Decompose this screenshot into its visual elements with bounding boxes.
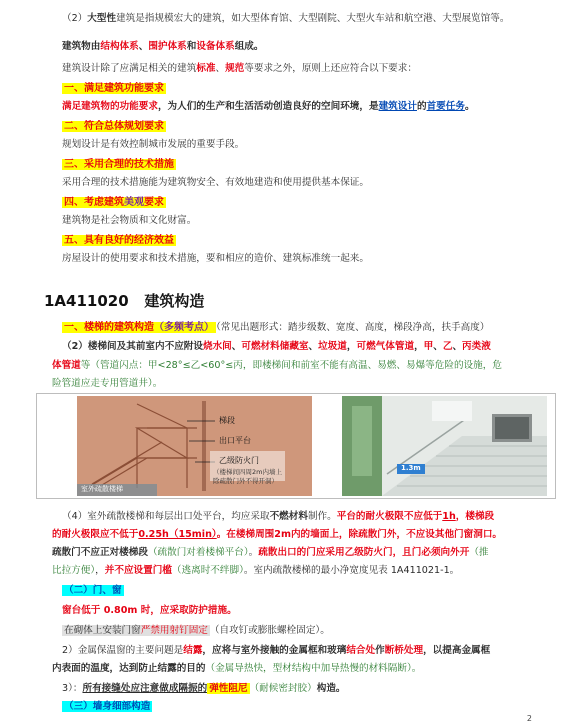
text: 并不应设置门槛 <box>104 565 172 576</box>
text: 0.25h（15min） <box>138 529 217 540</box>
stair-figure <box>36 393 556 499</box>
text: 1h <box>442 511 456 522</box>
para4-line-2 <box>52 528 536 542</box>
requirement-text-5 <box>62 252 536 266</box>
text: 、 <box>215 63 226 74</box>
text: 。室内疏散楼梯的最小净宽度见表 1A411021-1。 <box>243 565 460 576</box>
text: 美观 <box>124 197 144 208</box>
text: 建筑设计 <box>378 101 417 112</box>
text: 可燃材料储藏室 <box>241 341 309 352</box>
text: 组成。 <box>234 41 264 52</box>
text: （金属导热快，型材结构中加导热慢的材料隔断）。 <box>205 663 422 674</box>
text: 。在楼梯周围 <box>216 529 275 540</box>
intro-paragraph-1 <box>62 12 536 26</box>
text: 疏散出口的门应采用乙级防火门，且门必须向外开 <box>258 547 470 558</box>
text: 结露 <box>183 645 203 656</box>
text: 结构体系 <box>100 41 139 52</box>
text: 不燃材料 <box>269 511 308 522</box>
width-sign: 1.3m <box>401 464 421 472</box>
text: 3）： <box>62 683 83 694</box>
requirement-text-4 <box>62 214 536 228</box>
text: 在砌体上安装门窗 <box>64 625 141 636</box>
text: 房屋设计的使用要求和技术措施，要和相应的造价、建筑标准统一起来。 <box>62 253 369 264</box>
text: 围护体系 <box>148 41 187 52</box>
page-number: 2 <box>526 714 532 723</box>
text: 、 <box>452 341 463 352</box>
text: （常见出题形式：踏步级数、宽度、高度，梯段净高，扶手高度） <box>216 322 490 333</box>
stairs-paragraph-1 <box>62 340 536 354</box>
requirement-text-3 <box>62 176 536 190</box>
text: 楼梯间及其前室内不应附设 <box>87 341 203 352</box>
text: 构造。 <box>316 683 346 694</box>
requirement-text-2 <box>62 138 536 152</box>
text: 窗台低于 0.80m 时，应采取防护措施。 <box>62 605 237 616</box>
requirement-text-1 <box>62 100 536 114</box>
text: 弹性阻尼 <box>209 683 248 694</box>
stairs-paragraph-2 <box>52 359 536 373</box>
text: 所有接缝处应注意做成隔振的 <box>82 683 208 694</box>
text: 、 <box>433 341 443 352</box>
text: 、 <box>231 341 242 352</box>
heading: 三、采用合理的技术措施 <box>64 159 174 170</box>
text: ≤丙，即楼梯间和前室不能有高温、易燃、易爆等危险的设施，危 <box>225 360 502 371</box>
doors-paragraph-2 <box>62 624 536 638</box>
text: （逃离时不绊脚） <box>171 565 244 576</box>
text: 规范 <box>225 63 245 74</box>
doors-paragraph-1 <box>62 604 536 618</box>
text: （耐候密封胶） <box>249 683 317 694</box>
text: ，为人们的生产和生活活动创造良好的空间环境，是 <box>157 101 379 112</box>
requirement-heading-3 <box>62 158 536 172</box>
text: 等（管道闪点：甲<28° <box>80 360 183 371</box>
figure-label: （楼梯间四周2m内墙上 <box>213 468 282 476</box>
text: 设备体系 <box>196 41 235 52</box>
requirement-heading-2 <box>62 120 536 134</box>
text: 标准 <box>196 63 216 74</box>
stairs-paragraph-3 <box>52 377 536 391</box>
requirement-heading-5 <box>62 234 536 248</box>
heading: 一、满足建筑功能要求 <box>64 83 164 94</box>
text: 建筑是指规模宏大的建筑，如大型体育馆、大型剧院、大型火车站和航空港、大型展览馆等。 <box>116 13 510 24</box>
text: （疏散门对着楼梯平台） <box>147 547 249 558</box>
text: 建筑物是社会物质和文化财富。 <box>62 215 197 226</box>
intro-paragraph-2 <box>62 40 536 54</box>
text: 2m <box>274 529 291 540</box>
outdoor-stair-photo <box>77 396 312 496</box>
text: 大型性 <box>87 13 117 24</box>
heading: 五、具有良好的经济效益 <box>64 235 174 246</box>
text: 内表面的温度，达到防止结露的目的 <box>52 663 206 674</box>
highlight <box>62 625 210 636</box>
text: ， <box>455 511 466 522</box>
intro-paragraph-3 <box>62 62 536 76</box>
text: ，应将与室外接触的金属框和玻璃 <box>202 645 347 656</box>
text: 建筑设计除了应满足相关的建筑 <box>62 63 197 74</box>
text: 甲 <box>423 341 434 352</box>
para4-line-4 <box>52 564 536 578</box>
text: 首要任务 <box>426 101 465 112</box>
section-title <box>44 290 204 311</box>
text: 险管道应走专用管道井）。 <box>52 378 163 389</box>
para4-line-1 <box>62 510 536 524</box>
text: 烧水间 <box>203 341 232 352</box>
text: （推 <box>469 547 489 558</box>
doors-heading <box>62 584 536 598</box>
text: （自攻钉或膨胀螺栓固定）。 <box>209 625 330 636</box>
text: 严禁用射钉固定 <box>140 625 208 636</box>
text: 断桥处理 <box>384 645 424 656</box>
text: 可燃气体管道 <box>356 341 415 352</box>
text: 乙 <box>442 341 453 352</box>
figure-label: 除疏散门外不得开洞） <box>213 477 278 485</box>
text: ，以提高金属框 <box>423 645 491 656</box>
text: 2）金属保温窗的主要问题是 <box>62 645 184 656</box>
text: ≤乙<60° <box>182 360 226 371</box>
text: 要求 <box>144 197 164 208</box>
text: 满足建筑物的功能要求 <box>62 101 158 112</box>
figure-label: 出口平台 <box>219 436 251 445</box>
text: 规划设计是有效控制城市发展的重要手段。 <box>62 139 245 150</box>
text: 等要求之外，原则上还应符合以下要求： <box>244 63 417 74</box>
text: 的耐火极限应不低于 <box>52 529 139 540</box>
text: 采用合理的技术措施能为建筑物安全、有效地建造和使用提供基本保证。 <box>62 177 369 188</box>
text: 内的墙面上，除疏散门外，不应设其他门窗洞口。 <box>290 529 503 540</box>
text: 。 <box>248 547 259 558</box>
indoor-stair-photo <box>342 396 547 496</box>
doors-paragraph-4 <box>52 662 536 676</box>
para4-line-3 <box>52 546 536 560</box>
text: ， <box>414 341 424 352</box>
text: 平台的耐火极限不应低于 <box>336 511 443 522</box>
heading: 二、符合总体规划要求 <box>64 121 164 132</box>
heading: （二）门、窗 <box>64 585 122 596</box>
text: ， <box>346 341 357 352</box>
stairs-heading <box>62 321 536 335</box>
text: 、 <box>138 41 149 52</box>
text: 制作。 <box>307 511 337 522</box>
requirement-heading-4 <box>62 196 536 210</box>
text: 比拉方便） <box>52 565 96 576</box>
text: 四、考虑建筑 <box>64 197 124 208</box>
text: 建筑物由 <box>62 41 101 52</box>
text: 一、楼梯的建筑构造 <box>64 322 154 333</box>
section-name: 建筑构造 <box>144 292 205 310</box>
text: 结合处 <box>346 645 376 656</box>
text: 。 <box>464 101 475 112</box>
requirement-heading-1 <box>62 82 536 96</box>
section-code: 1A411020 <box>44 292 129 310</box>
heading <box>62 322 216 333</box>
text: 和 <box>186 41 197 52</box>
text: （4）室外疏散楼梯和每层出口处平台，均应采取 <box>62 511 270 522</box>
heading <box>62 197 166 208</box>
figure-label: 乙级防火门 <box>219 456 259 465</box>
text: 体管道 <box>52 360 81 371</box>
text: （2） <box>62 341 88 352</box>
text: 的 <box>416 101 427 112</box>
text: 垃圾道 <box>318 341 347 352</box>
text: 疏散门不应正对楼梯段 <box>52 547 148 558</box>
text: 楼梯段 <box>465 511 495 522</box>
text: 丙类液 <box>462 341 491 352</box>
doors-paragraph-5 <box>62 682 536 696</box>
figure-label: 梯段 <box>219 416 235 425</box>
text: （多频考点） <box>154 322 214 333</box>
doors-paragraph-3 <box>62 644 536 658</box>
text: 作 <box>375 645 385 656</box>
walls-heading <box>62 700 536 714</box>
text: （2） <box>62 13 88 24</box>
text: ， <box>95 565 105 576</box>
figure-caption: 室外疏散楼梯 <box>81 485 123 493</box>
heading: （三）墙身细部构造 <box>64 701 151 712</box>
text: 、 <box>308 341 319 352</box>
